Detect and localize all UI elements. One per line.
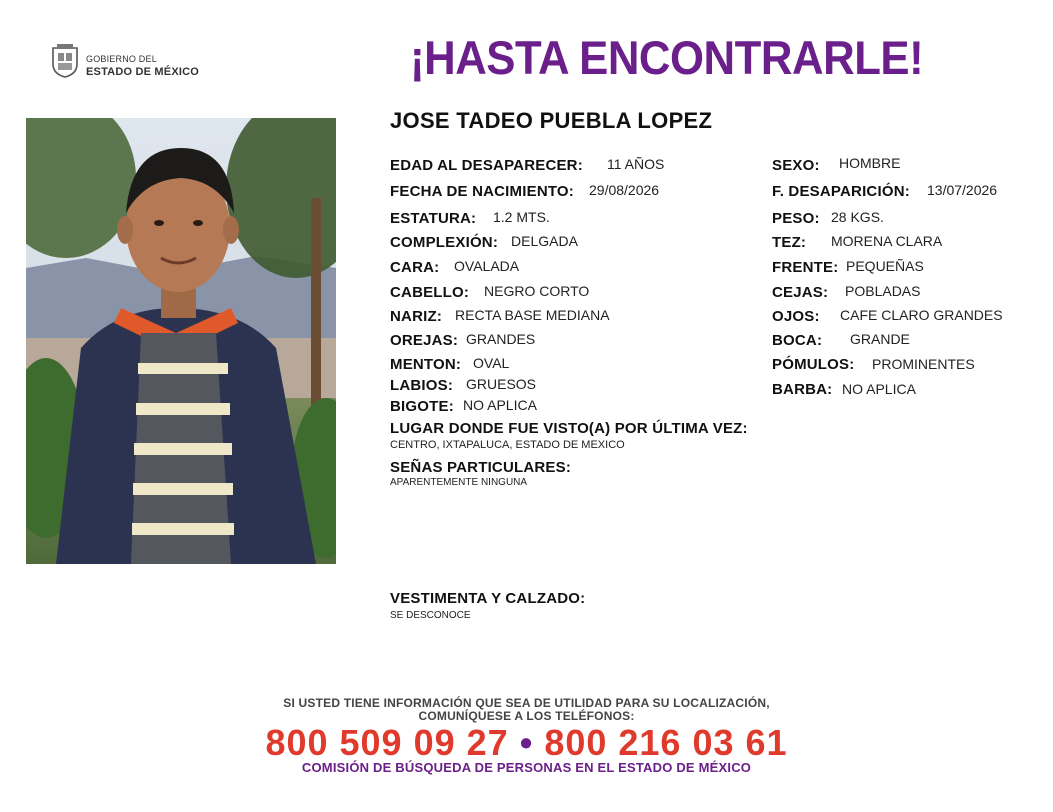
ears-label: OREJAS: (390, 332, 459, 349)
height-value: 1.2 MTS. (493, 209, 550, 225)
weight-value: 28 KGS. (831, 209, 884, 225)
last-seen-value: CENTRO, IXTAPALUCA, ESTADO DE MEXICO (390, 439, 625, 451)
nose-label: NARIZ: (390, 308, 443, 325)
clothing-label: VESTIMENTA Y CALZADO: (390, 590, 586, 607)
birthdate-label: FECHA DE NACIMIENTO: (390, 183, 574, 200)
phone-1[interactable]: 800 509 09 27 (265, 722, 509, 763)
commission-name: COMISIÓN DE BÚSQUEDA DE PERSONAS EN EL ESTADO DE MÉXICO (301, 760, 752, 775)
cheekbones-label: PÓMULOS: (772, 356, 855, 373)
last-seen-label: LUGAR DONDE FUE VISTO(A) POR ÚLTIMA VEZ: (390, 420, 748, 437)
complexion-label: TEZ: (772, 234, 807, 251)
estado-de-mexico-seal-icon (50, 42, 80, 78)
cheekbones-value: PROMINENTES (872, 356, 975, 372)
build-label: COMPLEXIÓN: (390, 234, 499, 251)
build-value: DELGADA (511, 233, 578, 249)
height-label: ESTATURA: (390, 210, 477, 227)
gov-line-2: ESTADO DE MÉXICO (86, 66, 200, 78)
government-logo (50, 42, 220, 86)
marks-label: SEÑAS PARTICULARES: (390, 459, 572, 476)
beard-value: NO APLICA (842, 381, 916, 397)
eyes-label: OJOS: (772, 308, 820, 325)
phone-numbers (0, 722, 1053, 764)
forehead-label: FRENTE: (772, 259, 839, 276)
ears-value: GRANDES (466, 331, 536, 347)
gov-line-1: GOBIERNO DEL (86, 54, 157, 64)
lips-value: GRUESOS (466, 376, 537, 392)
headline: ¡HASTA ENCONTRARLE! (410, 31, 924, 84)
sex-value: HOMBRE (839, 155, 901, 171)
weight-label: PESO: (772, 210, 820, 227)
beard-label: BARBA: (772, 381, 833, 398)
chin-label: MENTON: (390, 356, 462, 373)
lips-label: LABIOS: (390, 377, 454, 394)
phone-2[interactable]: 800 216 03 61 (544, 722, 788, 763)
sex-label: SEXO: (772, 157, 820, 174)
clothing-value: SE DESCONOCE (390, 610, 471, 621)
face-label: CARA: (390, 259, 440, 276)
eyebrows-value: POBLADAS (845, 283, 921, 299)
complexion-value: MORENA CLARA (831, 233, 943, 249)
hair-label: CABELLO: (390, 284, 470, 301)
info-line-1: SI USTED TIENE INFORMACIÓN QUE SEA DE UTILIDAD PARA SU LOCALIZACIÓN, (283, 696, 770, 710)
child-portrait-photo (26, 118, 336, 564)
phone-separator: • (519, 722, 534, 763)
eyes-value: CAFE CLARO GRANDES (840, 307, 1003, 323)
face-value: OVALADA (454, 258, 520, 274)
disappearance-date-label: F. DESAPARICIÓN: (772, 183, 910, 200)
info-line-2: COMUNÍQUESE A LOS TELÉFONOS: (418, 709, 635, 723)
mustache-value: NO APLICA (463, 397, 537, 413)
hair-value: NEGRO CORTO (484, 283, 590, 299)
nose-value: RECTA BASE MEDIANA (455, 307, 610, 323)
mouth-value: GRANDE (850, 331, 910, 347)
eyebrows-label: CEJAS: (772, 284, 829, 301)
age-label: EDAD AL DESAPARECER: (390, 157, 583, 174)
chin-value: OVAL (473, 355, 510, 371)
marks-value: APARENTEMENTE NINGUNA (390, 477, 528, 488)
mouth-label: BOCA: (772, 332, 823, 349)
person-name: JOSE TADEO PUEBLA LOPEZ (390, 108, 713, 133)
mustache-label: BIGOTE: (390, 398, 454, 415)
birthdate-value: 29/08/2026 (589, 182, 660, 198)
disappearance-date-value: 13/07/2026 (927, 182, 998, 198)
forehead-value: PEQUEÑAS (846, 258, 924, 274)
age-value: 11 AÑOS (607, 156, 665, 172)
